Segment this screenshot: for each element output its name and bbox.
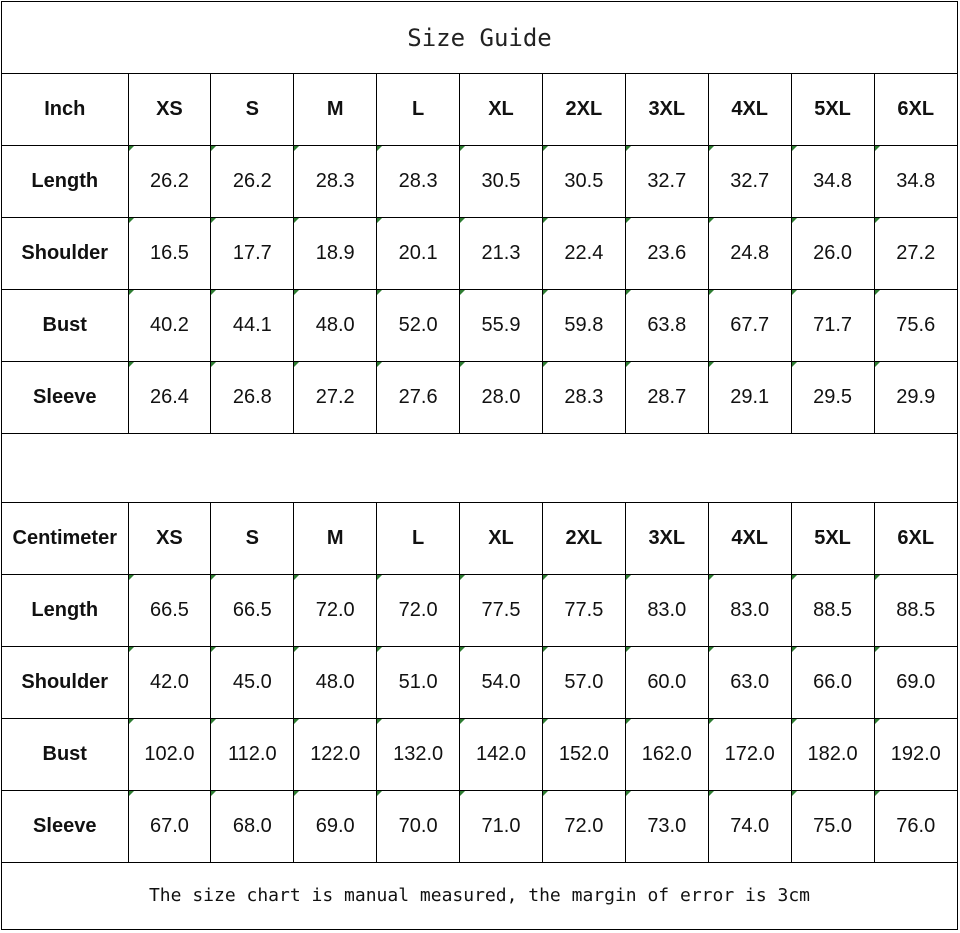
measurement-value: 48.0 [294, 647, 377, 719]
measurement-value: 42.0 [128, 647, 211, 719]
measurement-value: 72.0 [542, 791, 625, 863]
measurement-row [2, 218, 957, 290]
size-header: S [211, 74, 294, 146]
measurement-label: Sleeve [2, 362, 128, 434]
size-header: XS [128, 503, 211, 575]
measurement-value: 66.5 [128, 575, 211, 647]
measurement-value: 83.0 [708, 575, 791, 647]
size-header: 2XL [542, 74, 625, 146]
measurement-value: 132.0 [377, 719, 460, 791]
measurement-value: 75.6 [874, 290, 957, 362]
unit-label: Inch [2, 74, 128, 146]
measurement-value: 34.8 [874, 146, 957, 218]
size-guide-sheet [1, 1, 958, 930]
size-header: 3XL [625, 74, 708, 146]
measurement-value: 67.7 [708, 290, 791, 362]
measurement-value: 182.0 [791, 719, 874, 791]
measurement-value: 28.0 [460, 362, 543, 434]
measurement-value: 69.0 [294, 791, 377, 863]
measurement-value: 32.7 [708, 146, 791, 218]
measurement-value: 63.8 [625, 290, 708, 362]
measurement-value: 18.9 [294, 218, 377, 290]
measurement-value: 26.0 [791, 218, 874, 290]
size-header: XL [460, 503, 543, 575]
measurement-value: 72.0 [294, 575, 377, 647]
measurement-value: 88.5 [874, 575, 957, 647]
measurement-value: 66.0 [791, 647, 874, 719]
measurement-value: 26.2 [128, 146, 211, 218]
measurement-value: 55.9 [460, 290, 543, 362]
measurement-value: 52.0 [377, 290, 460, 362]
measurement-value: 29.1 [708, 362, 791, 434]
size-header: M [294, 74, 377, 146]
size-header: 5XL [791, 74, 874, 146]
measurement-value: 77.5 [460, 575, 543, 647]
measurement-value: 32.7 [625, 146, 708, 218]
measurement-value: 60.0 [625, 647, 708, 719]
size-header: 3XL [625, 503, 708, 575]
measurement-value: 28.3 [542, 362, 625, 434]
measurement-value: 21.3 [460, 218, 543, 290]
measurement-label: Bust [2, 719, 128, 791]
size-header: 6XL [874, 503, 957, 575]
measurement-value: 27.2 [874, 218, 957, 290]
measurement-label: Sleeve [2, 791, 128, 863]
measurement-value: 28.3 [294, 146, 377, 218]
measurement-value: 54.0 [460, 647, 543, 719]
measurement-value: 59.8 [542, 290, 625, 362]
measurement-value: 23.6 [625, 218, 708, 290]
measurement-value: 122.0 [294, 719, 377, 791]
centimeter-size-table [2, 503, 957, 863]
measurement-value: 172.0 [708, 719, 791, 791]
measurement-value: 29.5 [791, 362, 874, 434]
measurement-label: Shoulder [2, 647, 128, 719]
measurement-value: 73.0 [625, 791, 708, 863]
size-guide-title: Size Guide [2, 2, 957, 74]
measurement-value: 27.6 [377, 362, 460, 434]
measurement-value: 57.0 [542, 647, 625, 719]
table-spacer [2, 432, 957, 503]
measurement-value: 192.0 [874, 719, 957, 791]
measurement-value: 40.2 [128, 290, 211, 362]
measurement-value: 26.8 [211, 362, 294, 434]
measurement-value: 26.2 [211, 146, 294, 218]
measurement-value: 17.7 [211, 218, 294, 290]
measurement-label: Bust [2, 290, 128, 362]
measurement-value: 88.5 [791, 575, 874, 647]
measurement-value: 67.0 [128, 791, 211, 863]
measurement-value: 77.5 [542, 575, 625, 647]
measurement-value: 83.0 [625, 575, 708, 647]
measurement-value: 69.0 [874, 647, 957, 719]
measurement-value: 27.2 [294, 362, 377, 434]
size-header: 6XL [874, 74, 957, 146]
measurement-row [2, 791, 957, 863]
measurement-value: 66.5 [211, 575, 294, 647]
measurement-row [2, 575, 957, 647]
measurement-value: 68.0 [211, 791, 294, 863]
unit-label: Centimeter [2, 503, 128, 575]
size-header: 5XL [791, 503, 874, 575]
measurement-value: 162.0 [625, 719, 708, 791]
measurement-value: 70.0 [377, 791, 460, 863]
size-header: S [211, 503, 294, 575]
measurement-value: 16.5 [128, 218, 211, 290]
size-header: L [377, 74, 460, 146]
size-header-row [2, 74, 957, 146]
measurement-row [2, 719, 957, 791]
measurement-value: 142.0 [460, 719, 543, 791]
measurement-value: 30.5 [542, 146, 625, 218]
size-header: M [294, 503, 377, 575]
measurement-value: 24.8 [708, 218, 791, 290]
measurement-value: 51.0 [377, 647, 460, 719]
measurement-value: 76.0 [874, 791, 957, 863]
size-header: L [377, 503, 460, 575]
size-header: 2XL [542, 503, 625, 575]
size-header-row [2, 503, 957, 575]
measurement-value: 26.4 [128, 362, 211, 434]
size-header: 4XL [708, 74, 791, 146]
measurement-row [2, 647, 957, 719]
measurement-note: The size chart is manual measured, the margin of error is 3cm [148, 885, 811, 906]
measurement-row [2, 290, 957, 362]
inch-size-table [2, 74, 957, 434]
size-header: 4XL [708, 503, 791, 575]
measurement-value: 30.5 [460, 146, 543, 218]
measurement-label: Length [2, 575, 128, 647]
measurement-value: 22.4 [542, 218, 625, 290]
measurement-value: 28.7 [625, 362, 708, 434]
measurement-value: 74.0 [708, 791, 791, 863]
measurement-label: Shoulder [2, 218, 128, 290]
measurement-value: 63.0 [708, 647, 791, 719]
measurement-value: 71.7 [791, 290, 874, 362]
measurement-row [2, 362, 957, 434]
measurement-label: Length [2, 146, 128, 218]
measurement-value: 48.0 [294, 290, 377, 362]
measurement-value: 45.0 [211, 647, 294, 719]
size-header: XL [460, 74, 543, 146]
measurement-value: 72.0 [377, 575, 460, 647]
measurement-value: 28.3 [377, 146, 460, 218]
measurement-value: 75.0 [791, 791, 874, 863]
measurement-value: 44.1 [211, 290, 294, 362]
measurement-value: 71.0 [460, 791, 543, 863]
measurement-value: 152.0 [542, 719, 625, 791]
measurement-value: 102.0 [128, 719, 211, 791]
measurement-value: 34.8 [791, 146, 874, 218]
measurement-row [2, 146, 957, 218]
measurement-value: 112.0 [211, 719, 294, 791]
measurement-value: 29.9 [874, 362, 957, 434]
size-header: XS [128, 74, 211, 146]
measurement-value: 20.1 [377, 218, 460, 290]
